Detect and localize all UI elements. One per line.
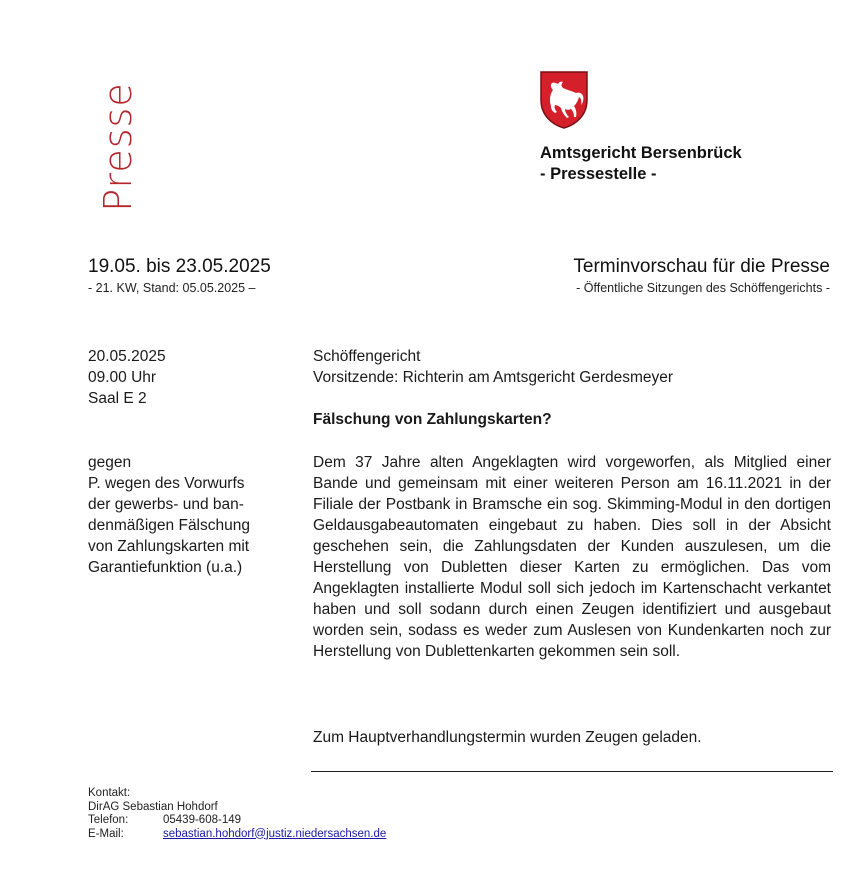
- charge-line: denmäßigen Fälschung: [88, 517, 250, 534]
- hearing-details: [88, 346, 298, 409]
- presiding-judge: Vorsitzende: Richterin am Amtsgericht Gerdesmeyer: [313, 369, 674, 386]
- phone-label: Telefon:: [88, 814, 129, 826]
- hearing-date: 20.05.2025: [88, 348, 166, 365]
- press-office: - Pressestelle -: [540, 165, 657, 183]
- hearing-time: 09.00 Uhr: [88, 369, 157, 386]
- case-description: Dem 37 Jahre alten Angeklagten wird vorgeworfen, als Mitglied einer Bande und gemeinsam mit einer weiteren Person am 16.11.2021 in der Filiale der Postbank in Bramsche ein sog. Skimming-Modul in den dortigen Geldausgabeautomaten eingebaut zu haben. Dies soll in der Absicht geschehen sein, die Zahlungsdaten der Kunden auszulesen, um die Herstellung von Dubletten dieser Karten zu ermöglichen. Das vom Angeklagten installierte Modul soll sich jedoch im Kartenschacht verkantet haben und soll sodann durch einen Zeugen identifiziert und ausgebaut worden sein, sodass es weder zum Auslesen von Kundenkarten noch zur Herstellung von Dublettenkarten gekommen sein soll.: [313, 454, 831, 660]
- against-label: gegen: [88, 454, 132, 471]
- presse-vertical-label: Presse: [96, 82, 140, 212]
- charge-line: der gewerbs- und ban-: [88, 496, 244, 513]
- charge-line: P. wegen des Vorwurfs: [88, 475, 245, 492]
- court-header: [540, 143, 742, 185]
- contact-heading: Kontakt:: [88, 787, 131, 799]
- charge-line: von Zahlungskarten mit: [88, 538, 250, 555]
- email-link[interactable]: sebastian.hohdorf@justiz.niedersachsen.de: [163, 827, 387, 840]
- document-title: Terminvorschau für die Presse: [573, 256, 830, 277]
- contact-phone-row: [88, 814, 386, 828]
- charge-summary: [88, 452, 298, 578]
- charge-line: Garantiefunktion (u.a.): [88, 559, 243, 576]
- hearing-room: Saal E 2: [88, 390, 147, 407]
- phone-number: 05439-608-149: [163, 814, 242, 826]
- contact-name: DirAG Sebastian Hohdorf: [88, 800, 218, 813]
- week-subtitle: - 21. KW, Stand: 05.05.2025 –: [88, 281, 256, 295]
- witness-note: Zum Hauptverhandlungstermin wurden Zeugen geladen.: [313, 729, 702, 746]
- court-type: Schöffengericht: [313, 348, 421, 365]
- email-label: E-Mail:: [88, 827, 124, 840]
- divider: [311, 771, 833, 772]
- court-name: Amtsgericht Bersenbrück: [540, 144, 742, 162]
- document-subtitle: - Öffentliche Sitzungen des Schöffengerichts -: [576, 281, 830, 295]
- lower-saxony-horse-crest-icon: [539, 70, 589, 130]
- court-info: [313, 346, 831, 388]
- contact-email-row: [88, 828, 386, 842]
- case-headline: Fälschung von Zahlungskarten?: [313, 411, 552, 428]
- week-range: 19.05. bis 23.05.2025: [88, 256, 271, 277]
- contact-block: [88, 787, 386, 841]
